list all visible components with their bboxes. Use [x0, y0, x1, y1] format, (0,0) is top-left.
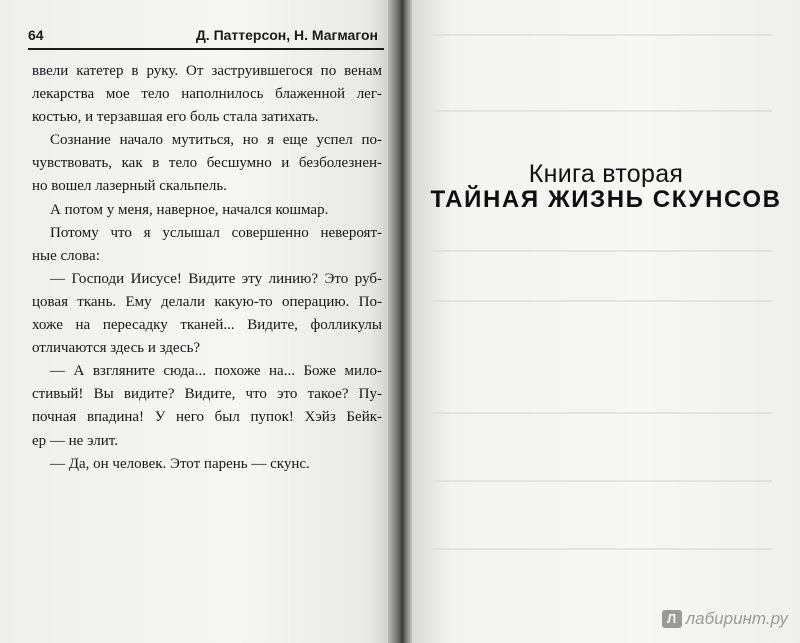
text-line: стивый! Вы видите? Видите, что это такое? Пу-	[32, 386, 382, 403]
text-line: Сознание начало мутиться, но я еще успел по-	[50, 132, 382, 149]
text-line: цовая ткань. Ему делали какую-то операцию. По-	[32, 293, 382, 310]
text-line: отличаются здесь и здесь?	[32, 340, 201, 357]
running-head-authors: Д. Паттерсон, Н. Магмагон	[195, 27, 378, 43]
text-line: хоже на пересадку тканей... Видите, фолликулы	[32, 317, 382, 334]
text-line: — Господи Иисусе! Видите эту линию? Это руб-	[50, 270, 382, 287]
header-rule	[28, 48, 384, 50]
text-line: но вошел лазерный скальпель.	[32, 178, 227, 195]
text-line: А потом у меня, наверное, начался кошмар.	[50, 201, 329, 218]
left-page	[0, 0, 392, 643]
text-line: костью, и терзавшая его боль стала затихать.	[32, 109, 319, 126]
text-line: ер — не элит.	[32, 432, 118, 449]
text-line: лекарства мое тело наполнилось блаженной лег-	[32, 86, 382, 103]
labirint-logo-icon: Л	[662, 610, 682, 628]
show-through-line	[432, 480, 772, 482]
text-line: — Да, он человек. Этот парень — скунс.	[50, 455, 310, 472]
text-line: чувствовать, как в тело бесшумно и безболезнен-	[32, 155, 382, 172]
show-through-line	[432, 110, 772, 112]
show-through-line	[432, 548, 772, 550]
book-part-label: Книга вторая	[528, 160, 684, 188]
running-head	[28, 24, 380, 48]
text-line: — А взгляните сюда... похоже на... Боже мило-	[50, 363, 382, 380]
body-text	[32, 60, 382, 476]
right-page	[412, 0, 800, 643]
show-through-line	[432, 300, 772, 302]
text-line: Потому что я услышал совершенно невероят-	[50, 224, 382, 241]
watermark	[662, 609, 788, 629]
book-part-title: ТАЙНАЯ ЖИЗНЬ СКУНСОВ	[430, 186, 782, 213]
watermark-text: лабиринт.ру	[685, 609, 788, 628]
show-through-line	[432, 412, 772, 414]
text-line: ные слова:	[32, 247, 100, 264]
show-through-line	[432, 250, 772, 252]
text-line: почная впадина! У него был пупок! Хэйз Бейк-	[32, 409, 382, 426]
show-through-line	[432, 34, 772, 36]
book-gutter	[388, 0, 414, 643]
text-line: ввели катетер в руку. От заструившегося по венам	[32, 63, 382, 79]
page-number: 64	[28, 27, 44, 43]
